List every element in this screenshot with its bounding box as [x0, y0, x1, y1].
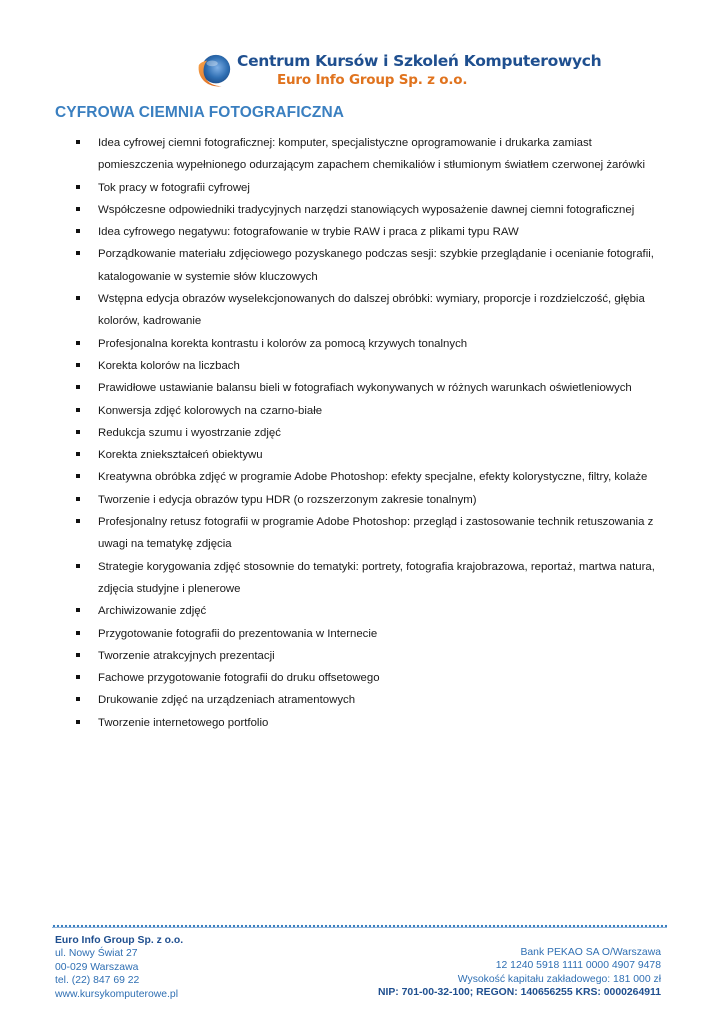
- list-item: [73, 132, 663, 177]
- list-item-text: Profesjonalna korekta kontrastu i kolorów za pomocą krzywych tonalnych: [98, 337, 468, 350]
- footer-company-name: Euro Info Group Sp. z o.o.: [55, 935, 184, 946]
- list-item: [73, 444, 663, 466]
- bullet-icon: [76, 229, 80, 233]
- footer-city: 00-029 Warszawa: [55, 961, 139, 973]
- bullet-icon: [76, 185, 80, 189]
- list-item-text: Redukcja szumu i wyostrzanie zdjęć: [98, 426, 281, 439]
- bullet-icon: [76, 497, 80, 501]
- bullet-icon: [76, 452, 80, 456]
- footer-capital: Wysokość kapitału zakładowego: 181 000 zł: [457, 973, 661, 985]
- list-item-text: Profesjonalny retusz fotografii w programie Adobe Photoshop: przegląd i zastosowanie technik retuszowania z uwagi na tematykę zdjęcia: [98, 516, 654, 551]
- list-item: [73, 377, 663, 399]
- list-item-text: Strategie korygowania zdjęć stosownie do tematyki: portrety, fotografia krajobrazowa, reportaż, martwa natura, zdjęcia studyjne i plenerowe: [98, 560, 655, 595]
- footer-website-link[interactable]: www.kursykomputerowe.pl: [55, 988, 178, 1000]
- list-item: [73, 623, 663, 645]
- list-item: [73, 600, 663, 622]
- list-item: [73, 243, 663, 288]
- list-item: [73, 199, 663, 221]
- company-logo: [193, 50, 602, 92]
- bullet-icon: [76, 341, 80, 345]
- bullet-icon: [76, 474, 80, 478]
- list-item-text: Tworzenie i edycja obrazów typu HDR (o rozszerzonym zakresie tonalnym): [98, 493, 477, 506]
- list-item: [73, 511, 663, 556]
- list-item: [73, 667, 663, 689]
- list-item-text: Idea cyfrowego negatywu: fotografowanie w trybie RAW i praca z plikami typu RAW: [98, 226, 519, 239]
- list-item: [73, 400, 663, 422]
- logo-swirl-icon: [195, 52, 233, 90]
- list-item-text: Porządkowanie materiału zdjęciowego pozyskanego podczas sesji: szybkie przeglądanie i ocenianie fotografii, katalogowanie w systemie słów kluczowych: [98, 248, 654, 283]
- bullet-icon: [76, 564, 80, 568]
- list-item: [73, 689, 663, 711]
- footer-divider-line: [52, 927, 667, 928]
- list-item: [73, 466, 663, 488]
- footer-address: [55, 934, 183, 1001]
- topics-list: [73, 132, 663, 734]
- list-item-text: Fachowe przygotowanie fotografii do druku offsetowego: [98, 672, 380, 685]
- list-item-text: Współczesne odpowiedniki tradycyjnych narzędzi stanowiących wyposażenie dawnej ciemni fotograficznej: [98, 203, 635, 216]
- list-item-text: Drukowanie zdjęć na urządzeniach atramentowych: [98, 694, 356, 707]
- list-item: [73, 288, 663, 333]
- bullet-icon: [76, 408, 80, 412]
- bullet-icon: [76, 608, 80, 612]
- footer-street: ul. Nowy Świat 27: [55, 948, 138, 960]
- list-item: [73, 177, 663, 199]
- list-item-text: Wstępna edycja obrazów wyselekcjonowanych do dalszej obróbki: wymiary, proporcje i rozdzielczość, głębia kolorów, kadrowanie: [98, 293, 645, 328]
- document-title: CYFROWA CIEMNIA FOTOGRAFICZNA: [55, 104, 345, 121]
- bullet-icon: [76, 631, 80, 635]
- bullet-icon: [76, 675, 80, 679]
- list-item-text: Tworzenie atrakcyjnych prezentacji: [98, 649, 275, 662]
- footer-phone: tel. (22) 847 69 22: [55, 975, 140, 987]
- bullet-icon: [76, 519, 80, 523]
- list-item: [73, 712, 663, 734]
- list-item-text: Kreatywna obróbka zdjęć w programie Adobe Photoshop: efekty specjalne, efekty kolorystyczne, filtry, kolaże: [98, 471, 648, 484]
- bullet-icon: [76, 207, 80, 211]
- bullet-icon: [76, 251, 80, 255]
- footer-bank: Bank PEKAO SA O/Warszawa: [520, 947, 661, 958]
- list-item-text: Tworzenie internetowego portfolio: [98, 716, 269, 729]
- bullet-icon: [76, 697, 80, 701]
- list-item-text: Konwersja zdjęć kolorowych na czarno-białe: [98, 404, 323, 417]
- bullet-icon: [76, 140, 80, 144]
- list-item: [73, 422, 663, 444]
- list-item-text: Idea cyfrowej ciemni fotograficznej: komputer, specjalistyczne oprogramowanie i drukarka zamiast pomieszczenia wypełnionego odurzającym zapachem chemikaliów i stłumionym światłem czerwonej żarówki: [98, 137, 645, 172]
- bullet-icon: [76, 653, 80, 657]
- list-item: [73, 333, 663, 355]
- bullet-icon: [76, 385, 80, 389]
- list-item: [73, 221, 663, 243]
- list-item-text: Prawidłowe ustawianie balansu bieli w fotografiach wykonywanych w różnych warunkach oświetleniowych: [98, 382, 632, 395]
- footer-account-number: 12 1240 5918 1111 0000 4907 9478: [495, 960, 661, 972]
- footer-registration-ids: NIP: 701-00-32-100; REGON: 140656255 KRS: 0000264911: [377, 987, 661, 999]
- list-item: [73, 489, 663, 511]
- list-item-text: Archiwizowanie zdjęć: [98, 605, 207, 618]
- list-item-text: Tok pracy w fotografii cyfrowej: [98, 181, 250, 194]
- list-item: [73, 355, 663, 377]
- logo-title: Centrum Kursów i Szkoleń Komputerowych: [237, 52, 602, 70]
- bullet-icon: [76, 430, 80, 434]
- list-item-text: Korekta kolorów na liczbach: [98, 359, 240, 372]
- list-item-text: Korekta zniekształceń obiektywu: [98, 449, 263, 462]
- list-item: [73, 645, 663, 667]
- list-item-text: Przygotowanie fotografii do prezentowania w Internecie: [98, 627, 378, 640]
- bullet-icon: [76, 363, 80, 367]
- list-item: [73, 556, 663, 601]
- bullet-icon: [76, 720, 80, 724]
- footer-company-details: [378, 946, 661, 1000]
- logo-subtitle: Euro Info Group Sp. z o.o.: [277, 72, 468, 88]
- bullet-icon: [76, 296, 80, 300]
